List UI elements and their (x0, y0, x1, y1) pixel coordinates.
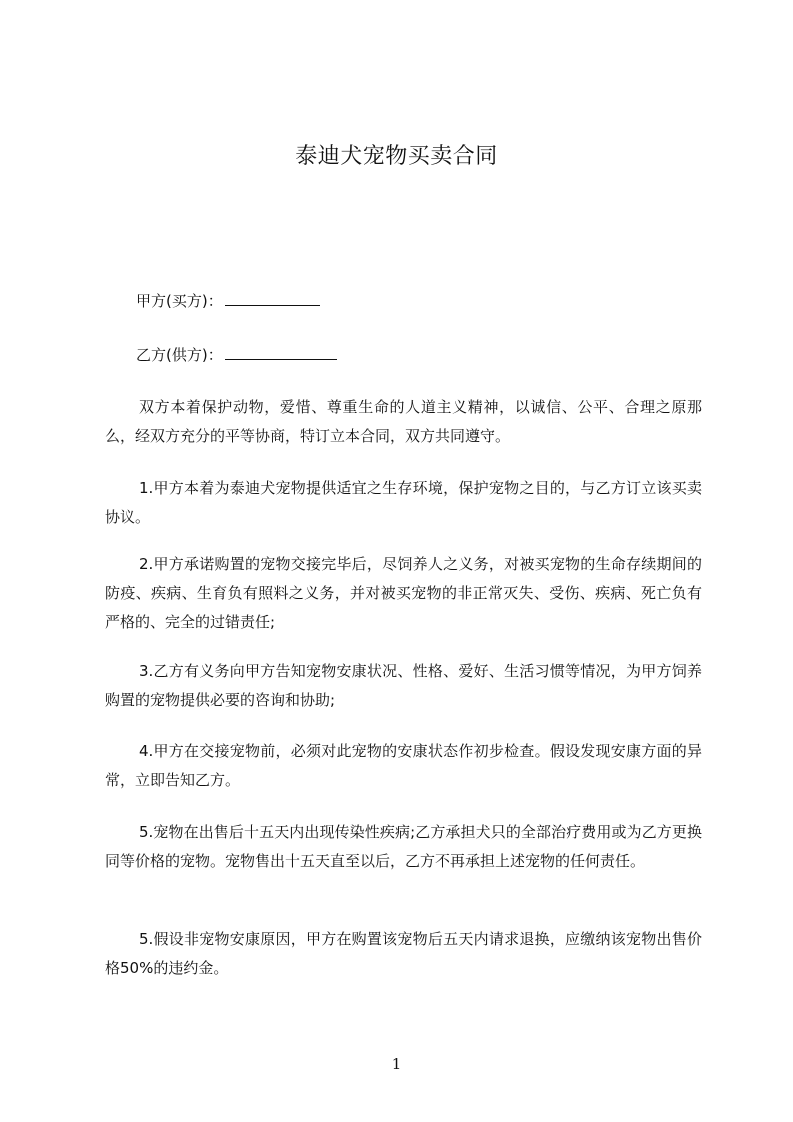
party-a-line (136, 289, 320, 313)
paragraph-clause-2: 2.甲方承诺购置的宠物交接完毕后，尽饲养人之义务，对被买宠物的生命存续期间的防疫、疾病、生育负有照料之义务，并对被买宠物的非正常灭失、受伤、疾病、死亡负有严格的、完全的过错责任; (105, 555, 702, 631)
party-a-blank (225, 291, 320, 306)
party-a-label: 甲方(买方)： (136, 292, 223, 310)
document-title: 泰迪犬宠物买卖合同 (295, 144, 498, 169)
paragraph-clause-5b: 5.假设非宠物安康原因，甲方在购置该宠物后五天内请求退换，应缴纳该宠物出售价格50%的违约金。 (105, 930, 702, 977)
party-b-label: 乙方(供方)： (136, 346, 223, 364)
party-b-blank (225, 345, 337, 360)
paragraph-clause-1: 1.甲方本着为泰迪犬宠物提供适宜之生存环境，保护宠物之目的，与乙方订立该买卖协议。 (105, 479, 702, 526)
paragraph-clause-5: 5.宠物在出售后十五天内出现传染性疾病;乙方承担犬只的全部治疗费用或为乙方更换同等价格的宠物。宠物售出十五天直至以后，乙方不再承担上述宠物的任何责任。 (105, 823, 702, 870)
paragraph-clause-4: 4.甲方在交接宠物前，必须对此宠物的安康状态作初步检查。假设发现安康方面的异常，立即告知乙方。 (105, 742, 702, 789)
paragraph-clause-3: 3.乙方有义务向甲方告知宠物安康状况、性格、爱好、生活习惯等情况，为甲方饲养购置的宠物提供必要的咨询和协助; (105, 662, 702, 709)
party-b-line (136, 343, 337, 367)
page-number: 1 (391, 1055, 402, 1073)
paragraph-preamble: 双方本着保护动物，爱惜、尊重生命的人道主义精神，以诚信、公平、合理之原那么，经双方充分的平等协商，特订立本合同，双方共同遵守。 (105, 398, 702, 445)
